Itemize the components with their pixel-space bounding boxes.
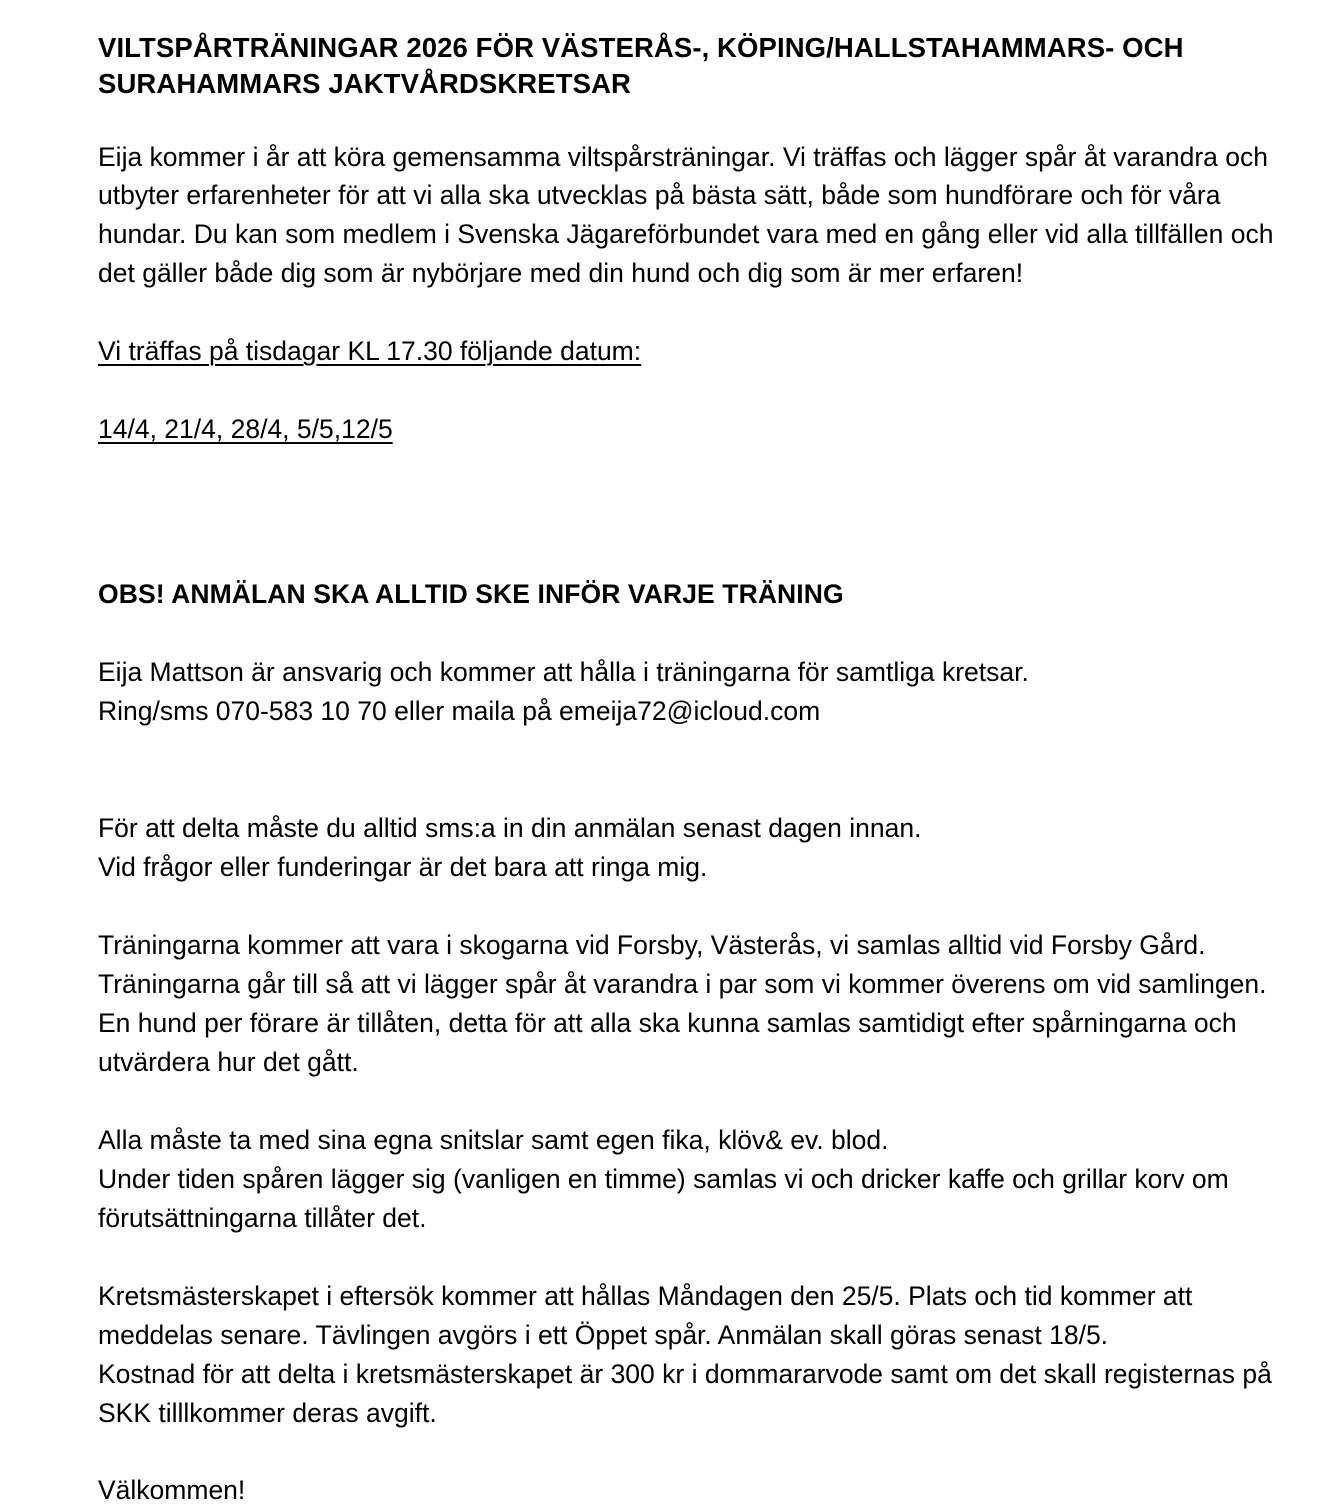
equipment-line: Alla måste ta med sina egna snitslar samt egen fika, klöv& ev. blod. xyxy=(98,1124,889,1155)
spacer-before-championship xyxy=(98,1238,1290,1277)
document-title xyxy=(98,26,1290,102)
signup-line-2: Vid frågor eller funderingar är det bara att ringa mig. xyxy=(98,852,708,883)
closing-line: Välkommen! xyxy=(98,1475,246,1506)
training-dates-line: 14/4, 21/4, 28/4, 5/5,12/5 xyxy=(98,414,393,445)
signup-line-1: För att delta måste du alltid sms:a in din anmälan senast dagen innan. xyxy=(98,813,922,844)
spacer-before-location xyxy=(98,887,1290,926)
championship-cost-paragraph: Kostnad för att delta i kretsmästerskapet är 300 kr i dommararvode samt om det skall registernas på SKK tilllkommer deras avgift. xyxy=(98,1358,1272,1428)
break-paragraph: Under tiden spåren lägger sig (vanligen en timme) samlas vi och dricker kaffe och grillar korv om förutsättningarna tillåter det. xyxy=(98,1163,1229,1233)
document-title-line-2: SURAHAMMARS JAKTVÅRDSKRETSAR xyxy=(98,67,631,99)
spacer-after-title xyxy=(98,102,1290,138)
document-title-line-1: VILTSPÅRTRÄNINGAR 2026 FÖR VÄSTERÅS-, KÖPING/HALLSTAHAMMARS- OCH xyxy=(98,32,1184,63)
registration-heading: OBS! ANMÄLAN SKA ALLTID SKE INFÖR VARJE TRÄNING xyxy=(98,579,844,610)
spacer-before-meeting-time xyxy=(98,293,1290,332)
spacer-before-dates xyxy=(98,371,1290,410)
spacer-before-registration-heading xyxy=(98,449,1290,575)
document-body xyxy=(98,26,1290,1510)
intro-paragraph: Eija kommer i år att köra gemensamma viltspårsträningar. Vi träffas och lägger spår åt varandra och utbyter erfarenheter för att vi alla ska utvecklas på bästa sätt, både som hundförare och för våra hundar. Du kan som medlem i Svenska Jägareförbundet vara med en gång eller vid alla tillfällen och det gäller både dig som är nybörjare med din hund och dig som är mer erfaren! xyxy=(98,141,1274,289)
spacer-before-contact xyxy=(98,614,1290,653)
spacer-before-equipment xyxy=(98,1082,1290,1121)
spacer-before-signup xyxy=(98,731,1290,809)
contact-responsible-line: Eija Mattson är ansvarig och kommer att hålla i träningarna för samtliga kretsar. xyxy=(98,657,1029,688)
spacer-before-closing xyxy=(98,1432,1290,1471)
championship-paragraph: Kretsmästerskapet i eftersök kommer att hållas Måndagen den 25/5. Plats och tid kommer att meddelas senare. Tävlingen avgörs i ett Öppet spår. Anmälan skall göras senast 18/5. xyxy=(98,1280,1193,1350)
location-paragraph: Träningarna kommer att vara i skogarna vid Forsby, Västerås, vi samlas alltid vid Forsby Gård. Träningarna går till så att vi lägger spår åt varandra i par som vi kommer överens om vid samlingen. En hund per förare är tillåten, detta för att alla ska kunna samlas samtidigt efter spårningarna och utvärdera hur det gått. xyxy=(98,929,1267,1077)
contact-phone-email-line: Ring/sms 070-583 10 70 eller maila på emeija72@icloud.com xyxy=(98,696,821,727)
meeting-time-line: Vi träffas på tisdagar KL 17.30 följande datum: xyxy=(98,336,642,367)
